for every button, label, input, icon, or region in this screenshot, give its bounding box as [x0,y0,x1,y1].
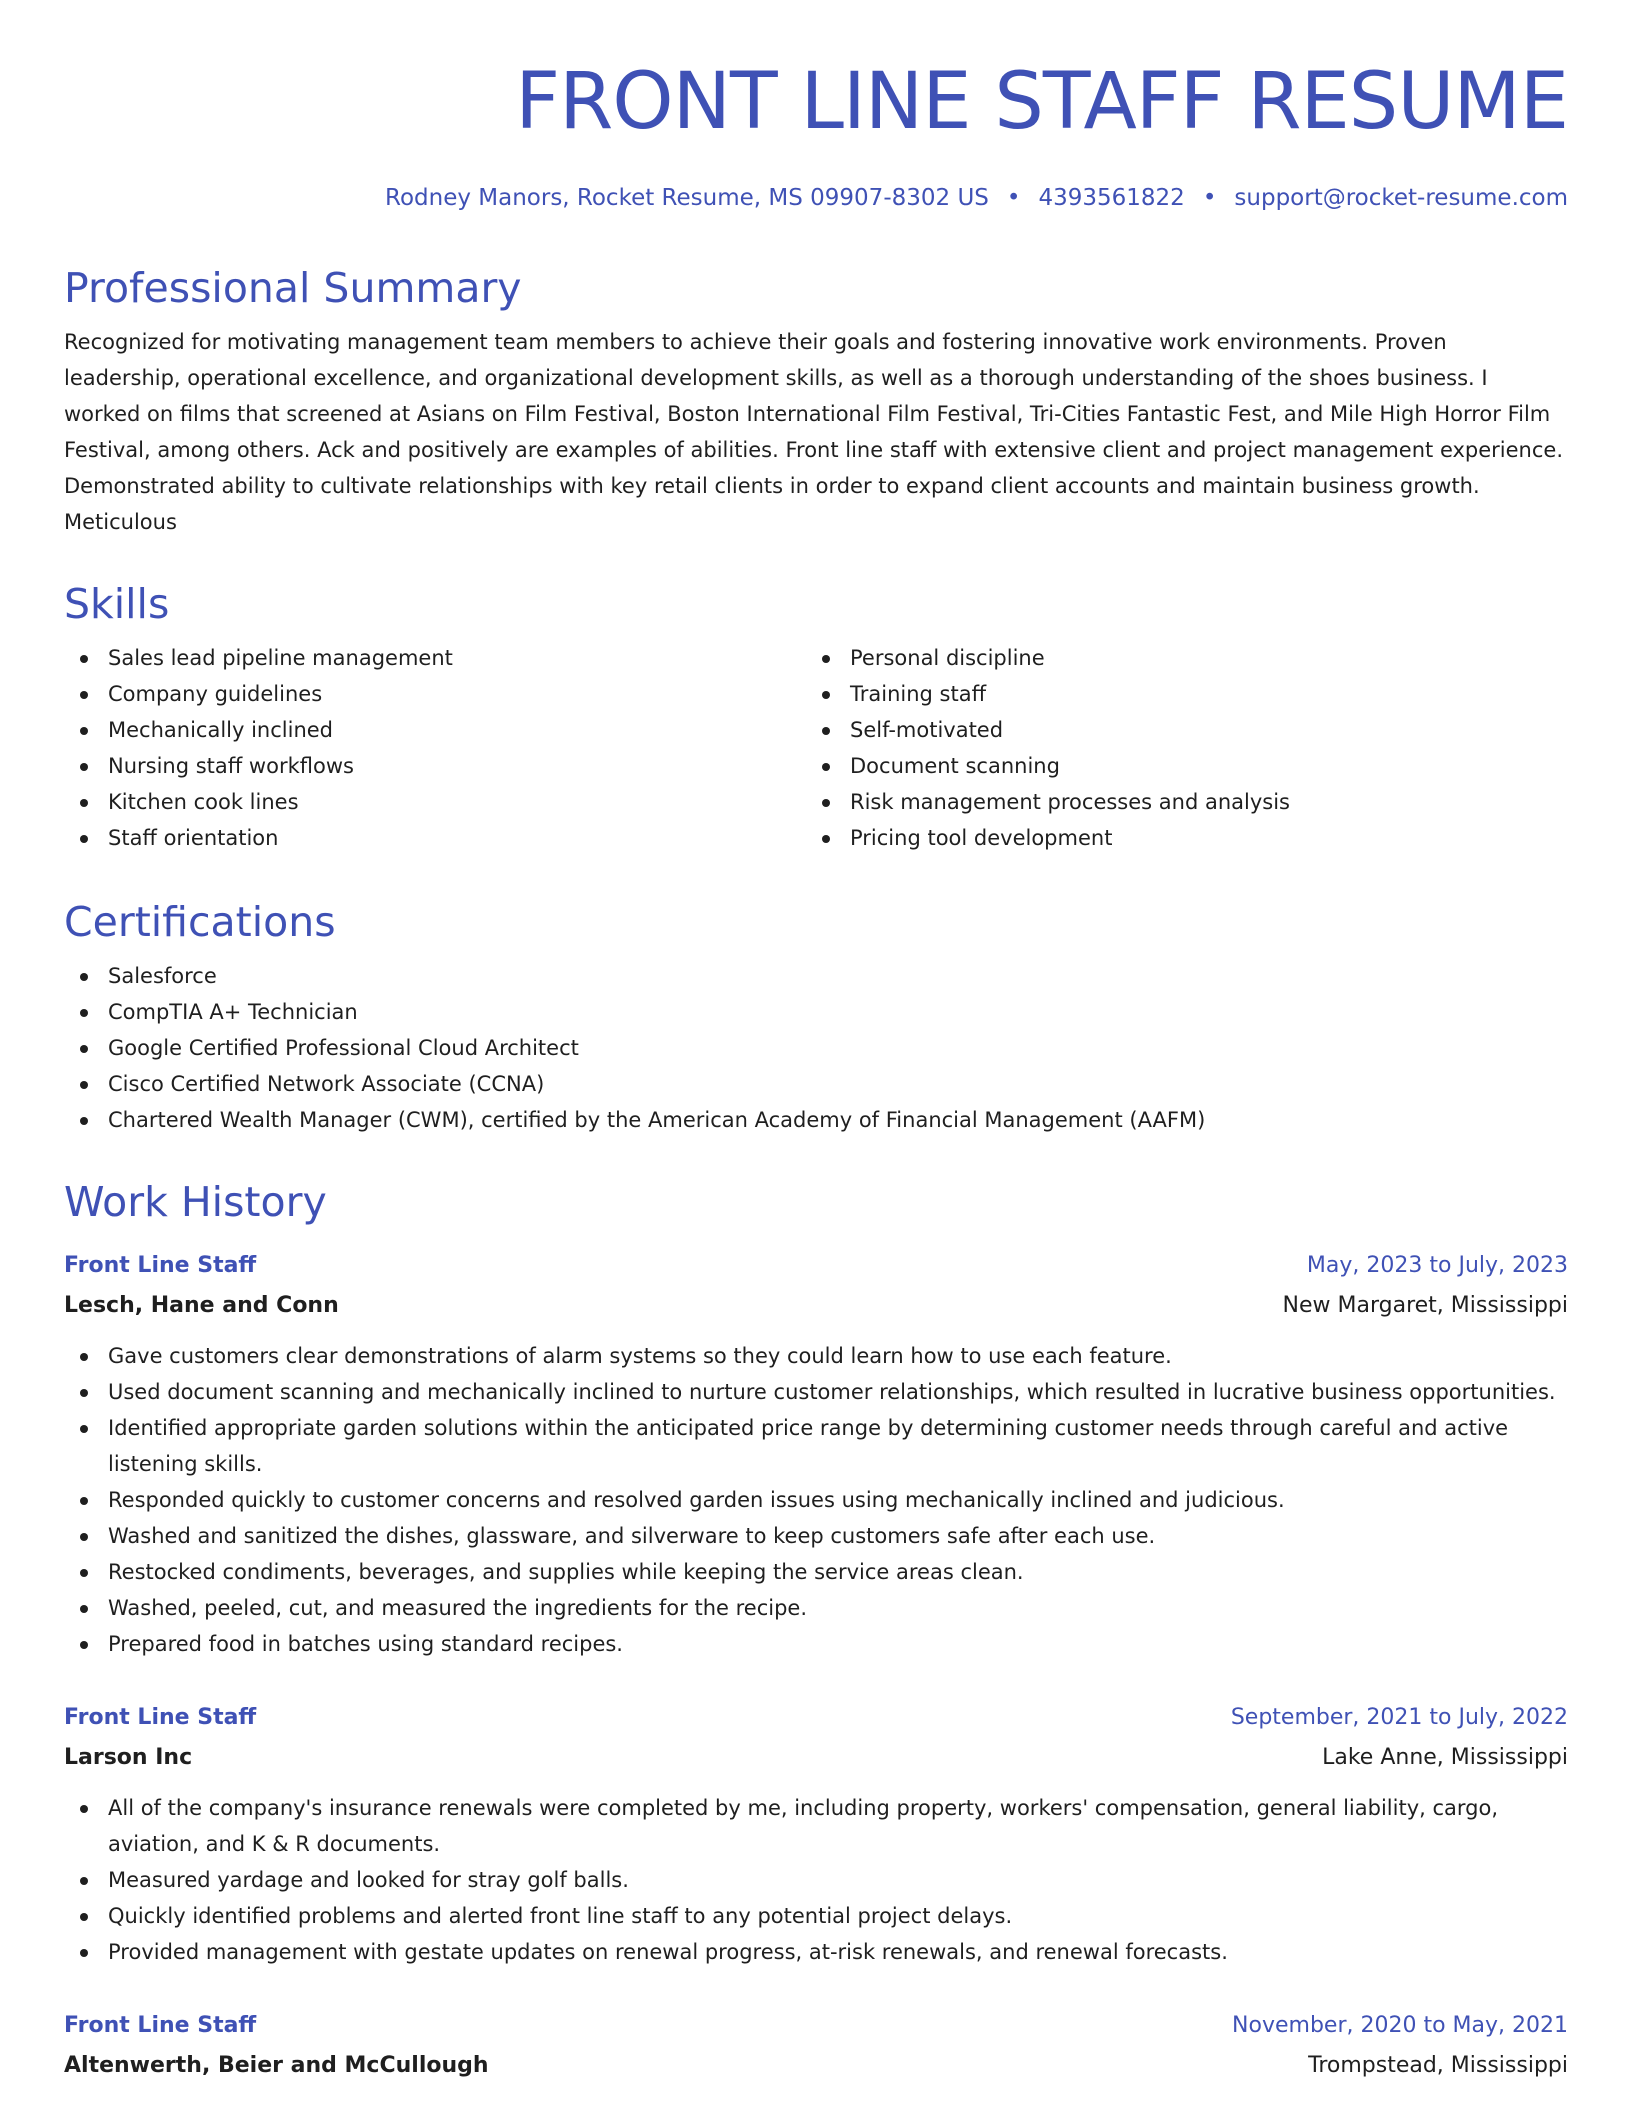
skill-item: Staff orientation [64,820,806,856]
job-company: Altenwerth, Beier and McCullough [64,2053,489,2078]
contact-phone: 4393561822 [1038,185,1185,211]
skills-column-right [806,640,1548,856]
resume-header [64,0,1568,216]
skill-item: Pricing tool development [806,820,1548,856]
certifications-list [64,958,1568,1138]
job-bullet: Measured yardage and looked for stray golf balls. [64,1862,1568,1898]
job-bullet: All of the company's insurance renewals were completed by me, including property, workers' compensation, general liability, cargo, aviation, and K & R documents. [64,1790,1568,1862]
job-entry [64,2006,1568,2086]
job-location: New Margaret, Mississippi [1282,1293,1568,1318]
job-bullet: Identified appropriate garden solutions within the anticipated price range by determining customer needs through careful and active listening skills. [64,1410,1568,1482]
certification-item: CompTIA A+ Technician [64,994,1568,1030]
certification-item: Google Certified Professional Cloud Architect [64,1030,1568,1066]
skill-item: Personal discipline [806,640,1548,676]
skill-item: Self-motivated [806,712,1548,748]
job-location: Trompstead, Mississippi [1308,2053,1568,2078]
job-company-row [64,1286,1568,1326]
summary-text: Recognized for motivating management team members to achieve their goals and fostering innovative work environments. Proven leadership, operational excellence, and organizational development skills, as well as a thorough understanding of the shoes business. I worked on films that screened at Asians on Film Festival, Boston International Film Festival, Tri-Cities Fantastic Fest, and Mile High Horror Film Festival, among others. Ack and positively are examples of abilities. Front line staff with extensive client and project management experience. Demonstrated ability to cultivate relationships with key retail clients in order to expand client accounts and maintain business growth. Meticulous [64,330,1564,534]
skill-item: Sales lead pipeline management [64,640,806,676]
job-bullet: Washed and sanitized the dishes, glassware, and silverware to keep customers safe after each use. [64,1518,1568,1554]
job-dates: September, 2021 to July, 2022 [1230,1705,1568,1730]
job-company-row [64,1738,1568,1778]
section-heading-summary: Professional Summary [64,264,522,312]
job-entry [64,1698,1568,1970]
job-header-row [64,1698,1568,1738]
professional-summary-section [64,262,1568,540]
certifications-section [64,896,1568,1138]
job-bullet: Responded quickly to customer concerns and resolved garden issues using mechanically inclined and judicious. [64,1482,1568,1518]
job-dates: November, 2020 to May, 2021 [1232,2013,1568,2038]
skill-item: Nursing staff workflows [64,748,806,784]
job-bullet: Washed, peeled, cut, and measured the ingredients for the recipe. [64,1590,1568,1626]
contact-email[interactable]: support@rocket-resume.com [1234,185,1568,211]
job-bullets [64,1790,1568,1970]
skill-item: Risk management processes and analysis [806,784,1548,820]
job-bullet: Provided management with gestate updates on renewal progress, at-risk renewals, and renewal forecasts. [64,1934,1568,1970]
section-heading-certifications: Certifications [64,898,336,946]
contact-address: Rodney Manors, Rocket Resume, MS 09907-8302 US [385,185,989,211]
skill-item: Company guidelines [64,676,806,712]
job-bullet: Gave customers clear demonstrations of alarm systems so they could learn how to use each feature. [64,1338,1568,1374]
job-header-row [64,2006,1568,2046]
skills-list-right [806,640,1548,856]
resume-title: FRONT LINE STAFF RESUME [515,57,1568,147]
job-bullet: Restocked condiments, beverages, and supplies while keeping the service areas clean. [64,1554,1568,1590]
job-entry [64,1246,1568,1662]
job-bullet: Quickly identified problems and alerted front line staff to any potential project delays. [64,1898,1568,1934]
job-company-row [64,2046,1568,2086]
skill-item: Kitchen cook lines [64,784,806,820]
job-location: Lake Anne, Mississippi [1322,1745,1568,1770]
work-history-section [64,1176,1568,2078]
job-bullet: Used document scanning and mechanically inclined to nurture customer relationships, which resulted in lucrative business opportunities. [64,1374,1568,1410]
skills-grid [64,640,1568,856]
job-title: Front Line Staff [64,1705,257,1730]
contact-line [64,180,1568,216]
job-bullet: Prepared food in batches using standard recipes. [64,1626,1568,1662]
job-dates: May, 2023 to July, 2023 [1306,1253,1568,1278]
skills-list-left [64,640,806,856]
job-company: Larson Inc [64,1745,193,1770]
resume-page [64,0,1568,2078]
job-company: Lesch, Hane and Conn [64,1293,339,1318]
contact-separator: • [1006,185,1021,211]
section-heading-work-history: Work History [64,1178,327,1226]
job-title: Front Line Staff [64,1253,257,1278]
skill-item: Training staff [806,676,1548,712]
job-bullets [64,1338,1568,1662]
certification-item: Chartered Wealth Manager (CWM), certified by the American Academy of Financial Management (AAFM) [64,1102,1568,1138]
contact-separator: • [1202,185,1217,211]
certification-item: Salesforce [64,958,1568,994]
skills-section [64,578,1568,856]
skill-item: Mechanically inclined [64,712,806,748]
job-title: Front Line Staff [64,2013,257,2038]
skill-item: Document scanning [806,748,1548,784]
certification-item: Cisco Certified Network Associate (CCNA) [64,1066,1568,1102]
job-header-row [64,1246,1568,1286]
skills-column-left [64,640,806,856]
section-heading-skills: Skills [64,580,170,628]
